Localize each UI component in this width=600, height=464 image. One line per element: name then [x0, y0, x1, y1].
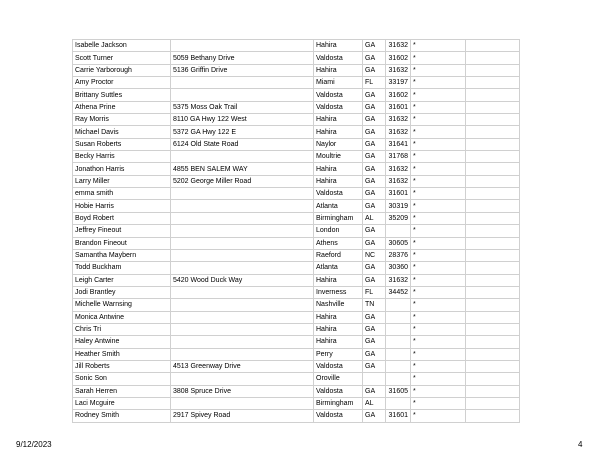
city-cell: Valdosta	[314, 89, 363, 101]
state-cell: AL	[363, 397, 386, 409]
table-row	[73, 89, 520, 101]
table-row	[73, 126, 520, 138]
state-cell: GA	[363, 225, 386, 237]
zip-cell: 31632	[386, 64, 411, 76]
city-cell: Athens	[314, 237, 363, 249]
zip-cell: 31605	[386, 385, 411, 397]
flag-cell: *	[411, 175, 466, 187]
name-cell: Chris Tri	[73, 323, 171, 335]
flag-cell: *	[411, 151, 466, 163]
flag-cell: *	[411, 163, 466, 175]
flag-cell: *	[411, 336, 466, 348]
table-row	[73, 163, 520, 175]
name-cell: Amy Proctor	[73, 77, 171, 89]
name-cell: Isabelle Jackson	[73, 40, 171, 52]
table-row	[73, 336, 520, 348]
flag-cell: *	[411, 274, 466, 286]
address-cell	[171, 200, 314, 212]
empty-cell	[466, 114, 520, 126]
zip-cell: 31768	[386, 151, 411, 163]
name-cell: Michael Davis	[73, 126, 171, 138]
flag-cell: *	[411, 262, 466, 274]
city-cell: Miami	[314, 77, 363, 89]
city-cell: Valdosta	[314, 360, 363, 372]
name-cell: Michelle Warnsing	[73, 299, 171, 311]
address-cell	[171, 237, 314, 249]
table-row	[73, 138, 520, 150]
city-cell: Hahira	[314, 311, 363, 323]
empty-cell	[466, 311, 520, 323]
state-cell: GA	[363, 89, 386, 101]
table-row	[73, 52, 520, 64]
records-table	[72, 39, 520, 423]
zip-cell: 31602	[386, 89, 411, 101]
name-cell: Sarah Herren	[73, 385, 171, 397]
table-row	[73, 286, 520, 298]
flag-cell: *	[411, 40, 466, 52]
empty-cell	[466, 77, 520, 89]
state-cell: GA	[363, 311, 386, 323]
state-cell: TN	[363, 299, 386, 311]
zip-cell	[386, 397, 411, 409]
zip-cell: 31601	[386, 101, 411, 113]
table-row	[73, 299, 520, 311]
zip-cell: 31602	[386, 52, 411, 64]
address-cell: 8110 GA Hwy 122 West	[171, 114, 314, 126]
state-cell: AL	[363, 212, 386, 224]
name-cell: Jodi Brantley	[73, 286, 171, 298]
name-cell: Hobie Harris	[73, 200, 171, 212]
city-cell: Inverness	[314, 286, 363, 298]
address-cell	[171, 225, 314, 237]
state-cell: GA	[363, 262, 386, 274]
name-cell: Scott Turner	[73, 52, 171, 64]
city-cell: Hahira	[314, 175, 363, 187]
table-row	[73, 410, 520, 422]
table-row	[73, 64, 520, 76]
address-cell	[171, 262, 314, 274]
empty-cell	[466, 188, 520, 200]
empty-cell	[466, 64, 520, 76]
zip-cell: 31632	[386, 40, 411, 52]
empty-cell	[466, 212, 520, 224]
zip-cell	[386, 323, 411, 335]
name-cell: Heather Smith	[73, 348, 171, 360]
state-cell: GA	[363, 323, 386, 335]
address-cell: 3808 Spruce Drive	[171, 385, 314, 397]
name-cell: emma smith	[73, 188, 171, 200]
flag-cell: *	[411, 200, 466, 212]
table-row	[73, 360, 520, 372]
state-cell: FL	[363, 77, 386, 89]
name-cell: Susan Roberts	[73, 138, 171, 150]
name-cell: Brandon Fineout	[73, 237, 171, 249]
state-cell: GA	[363, 52, 386, 64]
zip-cell: 31632	[386, 175, 411, 187]
flag-cell: *	[411, 348, 466, 360]
state-cell: GA	[363, 410, 386, 422]
city-cell: Hahira	[314, 323, 363, 335]
zip-cell	[386, 336, 411, 348]
zip-cell: 31601	[386, 410, 411, 422]
zip-cell: 28376	[386, 249, 411, 261]
state-cell: GA	[363, 336, 386, 348]
empty-cell	[466, 323, 520, 335]
address-cell: 5059 Bethany Drive	[171, 52, 314, 64]
address-cell: 5375 Moss Oak Trail	[171, 101, 314, 113]
name-cell: Athena Prine	[73, 101, 171, 113]
city-cell: Birmingham	[314, 212, 363, 224]
state-cell: GA	[363, 200, 386, 212]
empty-cell	[466, 237, 520, 249]
empty-cell	[466, 175, 520, 187]
table-row	[73, 348, 520, 360]
flag-cell: *	[411, 212, 466, 224]
state-cell: GA	[363, 188, 386, 200]
name-cell: Jeffrey Fineout	[73, 225, 171, 237]
state-cell: GA	[363, 101, 386, 113]
address-cell: 5372 GA Hwy 122 E	[171, 126, 314, 138]
state-cell: GA	[363, 348, 386, 360]
state-cell: GA	[363, 64, 386, 76]
flag-cell: *	[411, 225, 466, 237]
flag-cell: *	[411, 64, 466, 76]
empty-cell	[466, 52, 520, 64]
empty-cell	[466, 385, 520, 397]
empty-cell	[466, 126, 520, 138]
address-cell	[171, 286, 314, 298]
flag-cell: *	[411, 89, 466, 101]
zip-cell: 35209	[386, 212, 411, 224]
empty-cell	[466, 151, 520, 163]
name-cell: Brittany Suttles	[73, 89, 171, 101]
table-row	[73, 274, 520, 286]
zip-cell: 33197	[386, 77, 411, 89]
address-cell	[171, 249, 314, 261]
table-row	[73, 373, 520, 385]
city-cell: Valdosta	[314, 52, 363, 64]
flag-cell: *	[411, 410, 466, 422]
address-cell	[171, 89, 314, 101]
table-row	[73, 397, 520, 409]
state-cell: GA	[363, 385, 386, 397]
city-cell: Hahira	[314, 163, 363, 175]
empty-cell	[466, 262, 520, 274]
state-cell: GA	[363, 237, 386, 249]
zip-cell: 31632	[386, 274, 411, 286]
city-cell: Atlanta	[314, 262, 363, 274]
name-cell: Rodney Smith	[73, 410, 171, 422]
flag-cell: *	[411, 52, 466, 64]
empty-cell	[466, 274, 520, 286]
state-cell: GA	[363, 360, 386, 372]
address-cell: 4513 Greenway Drive	[171, 360, 314, 372]
zip-cell: 31632	[386, 163, 411, 175]
flag-cell: *	[411, 360, 466, 372]
address-cell	[171, 77, 314, 89]
table-row	[73, 262, 520, 274]
city-cell: Moultrie	[314, 151, 363, 163]
city-cell: Valdosta	[314, 385, 363, 397]
state-cell: GA	[363, 163, 386, 175]
address-cell: 5420 Wood Duck Way	[171, 274, 314, 286]
empty-cell	[466, 373, 520, 385]
name-cell: Boyd Robert	[73, 212, 171, 224]
state-cell: GA	[363, 151, 386, 163]
flag-cell: *	[411, 385, 466, 397]
zip-cell: 30319	[386, 200, 411, 212]
address-cell: 2917 Spivey Road	[171, 410, 314, 422]
zip-cell	[386, 348, 411, 360]
address-cell	[171, 188, 314, 200]
zip-cell: 31632	[386, 126, 411, 138]
empty-cell	[466, 360, 520, 372]
table-row	[73, 249, 520, 261]
table-row	[73, 200, 520, 212]
empty-cell	[466, 89, 520, 101]
empty-cell	[466, 163, 520, 175]
city-cell: Valdosta	[314, 188, 363, 200]
empty-cell	[466, 397, 520, 409]
table-row	[73, 40, 520, 52]
state-cell: GA	[363, 126, 386, 138]
address-cell: 5136 Griffin Drive	[171, 64, 314, 76]
flag-cell: *	[411, 286, 466, 298]
footer-date: 9/12/2023	[16, 440, 52, 449]
zip-cell	[386, 373, 411, 385]
city-cell: Hahira	[314, 114, 363, 126]
zip-cell: 30360	[386, 262, 411, 274]
zip-cell: 30605	[386, 237, 411, 249]
state-cell: FL	[363, 286, 386, 298]
empty-cell	[466, 40, 520, 52]
address-cell	[171, 397, 314, 409]
table-row	[73, 175, 520, 187]
address-cell	[171, 323, 314, 335]
name-cell: Larry Miller	[73, 175, 171, 187]
name-cell: Sonic Son	[73, 373, 171, 385]
state-cell	[363, 373, 386, 385]
city-cell: Hahira	[314, 274, 363, 286]
address-cell: 5202 George Miller Road	[171, 175, 314, 187]
city-cell: Raeford	[314, 249, 363, 261]
city-cell: Nashville	[314, 299, 363, 311]
zip-cell	[386, 299, 411, 311]
flag-cell: *	[411, 237, 466, 249]
empty-cell	[466, 348, 520, 360]
zip-cell	[386, 225, 411, 237]
empty-cell	[466, 410, 520, 422]
name-cell: Laci Mcguire	[73, 397, 171, 409]
city-cell: Hahira	[314, 126, 363, 138]
zip-cell: 31641	[386, 138, 411, 150]
city-cell: Naylor	[314, 138, 363, 150]
flag-cell: *	[411, 373, 466, 385]
name-cell: Haley Antwine	[73, 336, 171, 348]
zip-cell: 34452	[386, 286, 411, 298]
flag-cell: *	[411, 126, 466, 138]
empty-cell	[466, 286, 520, 298]
empty-cell	[466, 138, 520, 150]
table-row	[73, 77, 520, 89]
address-cell	[171, 40, 314, 52]
table-row	[73, 212, 520, 224]
table-row	[73, 188, 520, 200]
city-cell: Hahira	[314, 336, 363, 348]
state-cell: GA	[363, 138, 386, 150]
records-table-body	[73, 40, 520, 423]
address-cell: 4855 BEN SALEM WAY	[171, 163, 314, 175]
name-cell: Todd Buckham	[73, 262, 171, 274]
table-row	[73, 385, 520, 397]
city-cell: Valdosta	[314, 101, 363, 113]
address-cell	[171, 373, 314, 385]
address-cell	[171, 311, 314, 323]
name-cell: Jill Roberts	[73, 360, 171, 372]
flag-cell: *	[411, 299, 466, 311]
zip-cell: 31632	[386, 114, 411, 126]
address-cell: 6124 Old State Road	[171, 138, 314, 150]
table-row	[73, 237, 520, 249]
name-cell: Ray Morris	[73, 114, 171, 126]
table-row	[73, 225, 520, 237]
address-cell	[171, 348, 314, 360]
footer-page-number: 4	[578, 440, 583, 449]
state-cell: GA	[363, 175, 386, 187]
empty-cell	[466, 249, 520, 261]
address-cell	[171, 299, 314, 311]
city-cell: Oroville	[314, 373, 363, 385]
table-row	[73, 323, 520, 335]
flag-cell: *	[411, 114, 466, 126]
address-cell	[171, 336, 314, 348]
state-cell: GA	[363, 114, 386, 126]
flag-cell: *	[411, 138, 466, 150]
city-cell: Atlanta	[314, 200, 363, 212]
flag-cell: *	[411, 311, 466, 323]
city-cell: Hahira	[314, 40, 363, 52]
state-cell: GA	[363, 40, 386, 52]
state-cell: NC	[363, 249, 386, 261]
flag-cell: *	[411, 188, 466, 200]
name-cell: Carrie Yarborough	[73, 64, 171, 76]
flag-cell: *	[411, 101, 466, 113]
name-cell: Becky Harris	[73, 151, 171, 163]
table-row	[73, 311, 520, 323]
flag-cell: *	[411, 323, 466, 335]
table-row	[73, 101, 520, 113]
table-row	[73, 114, 520, 126]
zip-cell	[386, 360, 411, 372]
flag-cell: *	[411, 249, 466, 261]
name-cell: Leigh Carter	[73, 274, 171, 286]
city-cell: Perry	[314, 348, 363, 360]
empty-cell	[466, 336, 520, 348]
flag-cell: *	[411, 77, 466, 89]
state-cell: GA	[363, 274, 386, 286]
empty-cell	[466, 101, 520, 113]
name-cell: Samantha Maybern	[73, 249, 171, 261]
empty-cell	[466, 200, 520, 212]
address-cell	[171, 212, 314, 224]
address-cell	[171, 151, 314, 163]
zip-cell: 31601	[386, 188, 411, 200]
city-cell: London	[314, 225, 363, 237]
name-cell: Monica Antwine	[73, 311, 171, 323]
name-cell: Jonathon Harris	[73, 163, 171, 175]
empty-cell	[466, 299, 520, 311]
empty-cell	[466, 225, 520, 237]
zip-cell	[386, 311, 411, 323]
city-cell: Valdosta	[314, 410, 363, 422]
city-cell: Birmingham	[314, 397, 363, 409]
city-cell: Hahira	[314, 64, 363, 76]
table-row	[73, 151, 520, 163]
flag-cell: *	[411, 397, 466, 409]
